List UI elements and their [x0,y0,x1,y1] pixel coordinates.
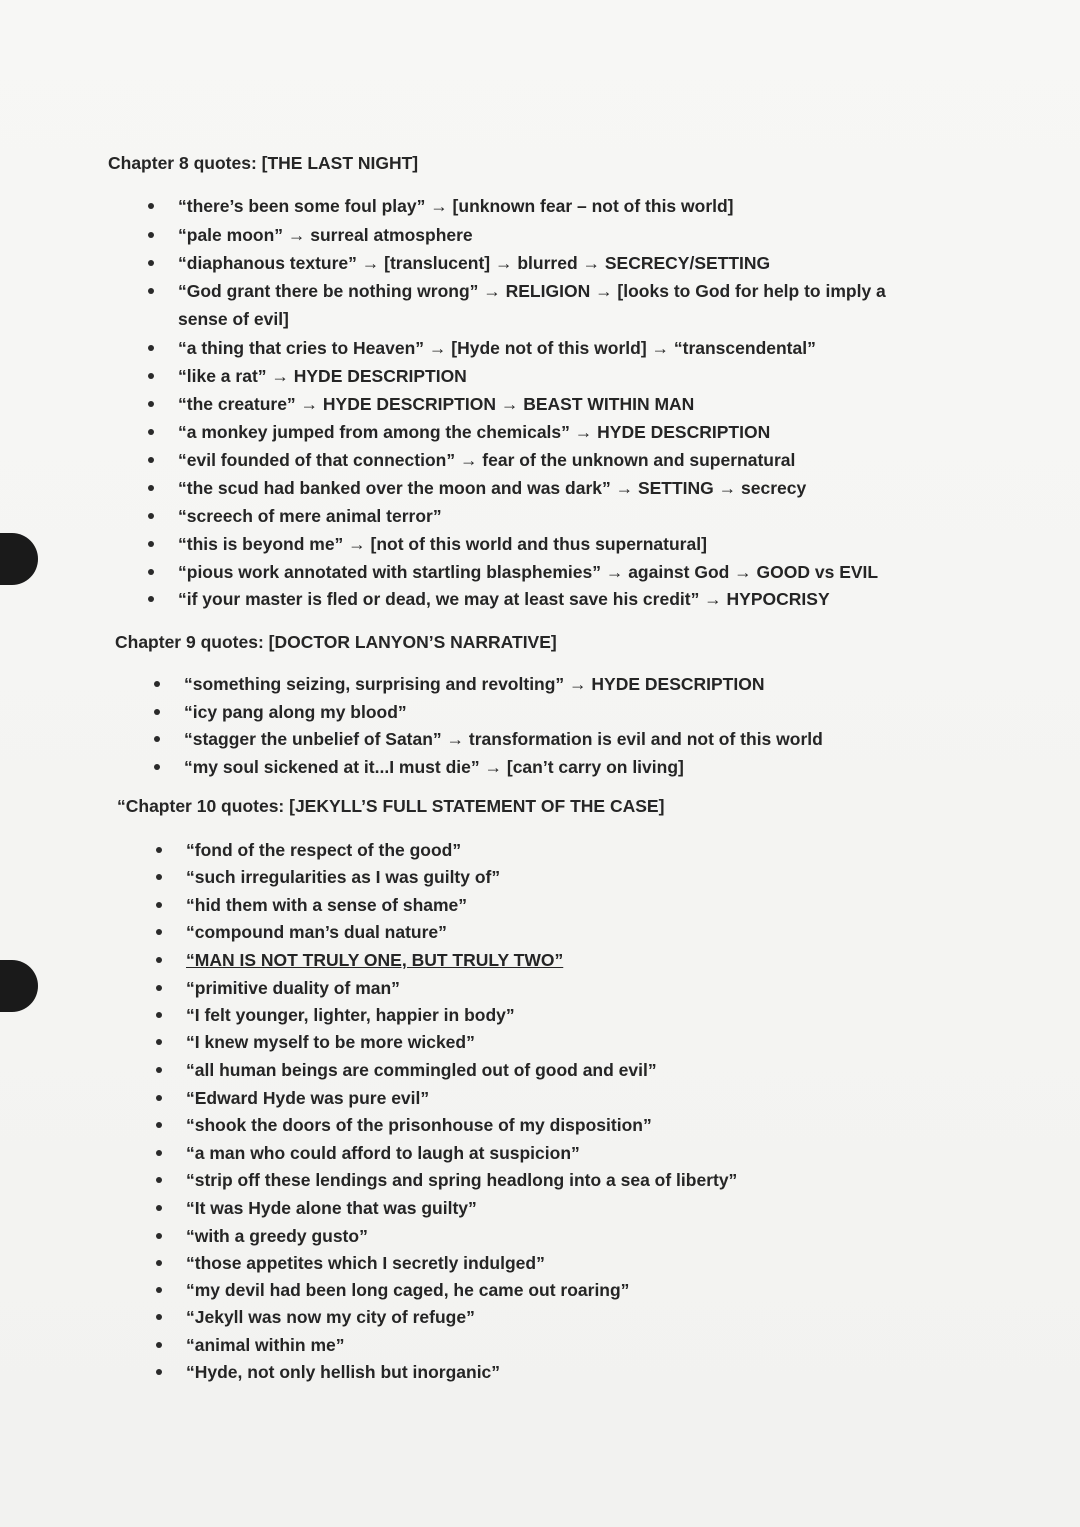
bullet-icon [148,401,154,407]
list-item: “I knew myself to be more wicked” [186,1031,475,1053]
list-item: “stagger the unbelief of Satan” → transformation is evil and not of this world [184,728,823,750]
bullet-icon [148,345,154,351]
bullet-icon [148,569,154,575]
list-item: “compound man’s dual nature” [186,921,447,943]
bullet-icon [148,260,154,266]
list-item: “this is beyond me” → [not of this world and thus supernatural] [178,533,707,555]
list-item: “like a rat” → HYDE DESCRIPTION [178,365,467,387]
list-item: “It was Hyde alone that was guilty” [186,1197,477,1219]
binder-hole-bottom [0,960,38,1012]
list-item: “those appetites which I secretly indulged” [186,1252,545,1274]
bullet-icon [156,1287,162,1293]
list-item-emphasis: “MAN IS NOT TRULY ONE, BUT TRULY TWO” [186,949,563,971]
bullet-icon [148,232,154,238]
bullet-icon [156,902,162,908]
list-item: “pale moon” → surreal atmosphere [178,224,473,246]
list-item: “evil founded of that connection” → fear of the unknown and supernatural [178,449,795,471]
list-item: “my soul sickened at it...I must die” → [can’t carry on living] [184,756,684,778]
list-item: “a man who could afford to laugh at suspicion” [186,1142,580,1164]
bullet-icon [156,1039,162,1045]
list-item: “a monkey jumped from among the chemicals” → HYDE DESCRIPTION [178,421,770,443]
bullet-icon [148,541,154,547]
list-item: “I felt younger, lighter, happier in body” [186,1004,515,1026]
bullet-icon [156,1150,162,1156]
bullet-icon [156,1233,162,1239]
bullet-icon [148,457,154,463]
list-item: “Edward Hyde was pure evil” [186,1087,429,1109]
list-item: “strip off these lendings and spring headlong into a sea of liberty” [186,1169,737,1191]
bullet-icon [156,1260,162,1266]
list-item: “Hyde, not only hellish but inorganic” [186,1361,500,1383]
bullet-icon [148,485,154,491]
list-item: “with a greedy gusto” [186,1225,368,1247]
bullet-icon [156,1067,162,1073]
list-item: “something seizing, surprising and revolting” → HYDE DESCRIPTION [184,673,764,695]
bullet-icon [156,1095,162,1101]
list-item: “fond of the respect of the good” [186,839,461,861]
list-item: “there’s been some foul play” → [unknown fear – not of this world] [178,195,734,217]
list-item: “hid them with a sense of shame” [186,894,467,916]
bullet-icon [156,957,162,963]
bullet-icon [154,736,160,742]
list-item: “if your master is fled or dead, we may at least save his credit” → HYPOCRISY [178,588,830,610]
bullet-icon [156,1205,162,1211]
bullet-icon [148,513,154,519]
binder-hole-top [0,533,38,585]
bullet-icon [148,203,154,209]
bullet-icon [156,1122,162,1128]
list-item: “my devil had been long caged, he came out roaring” [186,1279,629,1301]
list-item: “Jekyll was now my city of refuge” [186,1306,475,1328]
chapter-10-heading: “Chapter 10 quotes: [JEKYLL’S FULL STATEMENT OF THE CASE] [117,796,665,816]
list-item-continuation: sense of evil] [178,309,289,329]
bullet-icon [156,1177,162,1183]
bullet-icon [156,1342,162,1348]
list-item: “all human beings are commingled out of good and evil” [186,1059,657,1081]
bullet-icon [156,847,162,853]
list-item: “pious work annotated with startling blasphemies” → against God → GOOD vs EVIL [178,561,878,583]
bullet-icon [156,1369,162,1375]
bullet-icon [148,288,154,294]
bullet-icon [148,429,154,435]
bullet-icon [154,709,160,715]
bullet-icon [154,681,160,687]
bullet-icon [156,1012,162,1018]
list-item: “icy pang along my blood” [184,701,407,723]
list-item: “a thing that cries to Heaven” → [Hyde not of this world] → “transcendental” [178,337,816,359]
bullet-icon [156,874,162,880]
list-item: “primitive duality of man” [186,977,400,999]
bullet-icon [148,596,154,602]
bullet-icon [156,985,162,991]
list-item: “animal within me” [186,1334,345,1356]
bullet-icon [156,929,162,935]
chapter-8-heading: Chapter 8 quotes: [THE LAST NIGHT] [108,153,419,173]
chapter-9-heading: Chapter 9 quotes: [DOCTOR LANYON’S NARRATIVE] [115,632,557,652]
bullet-icon [154,764,160,770]
bullet-icon [148,373,154,379]
list-item: “such irregularities as I was guilty of” [186,866,500,888]
bullet-icon [156,1314,162,1320]
list-item: “diaphanous texture” → [translucent] → blurred → SECRECY/SETTING [178,252,770,274]
list-item: “the scud had banked over the moon and was dark” → SETTING → secrecy [178,477,806,499]
list-item: “shook the doors of the prisonhouse of my disposition” [186,1114,652,1136]
list-item: “screech of mere animal terror” [178,505,442,527]
list-item: “God grant there be nothing wrong” → RELIGION → [looks to God for help to imply a sense of evil] [178,280,886,330]
list-item: “the creature” → HYDE DESCRIPTION → BEAST WITHIN MAN [178,393,694,415]
